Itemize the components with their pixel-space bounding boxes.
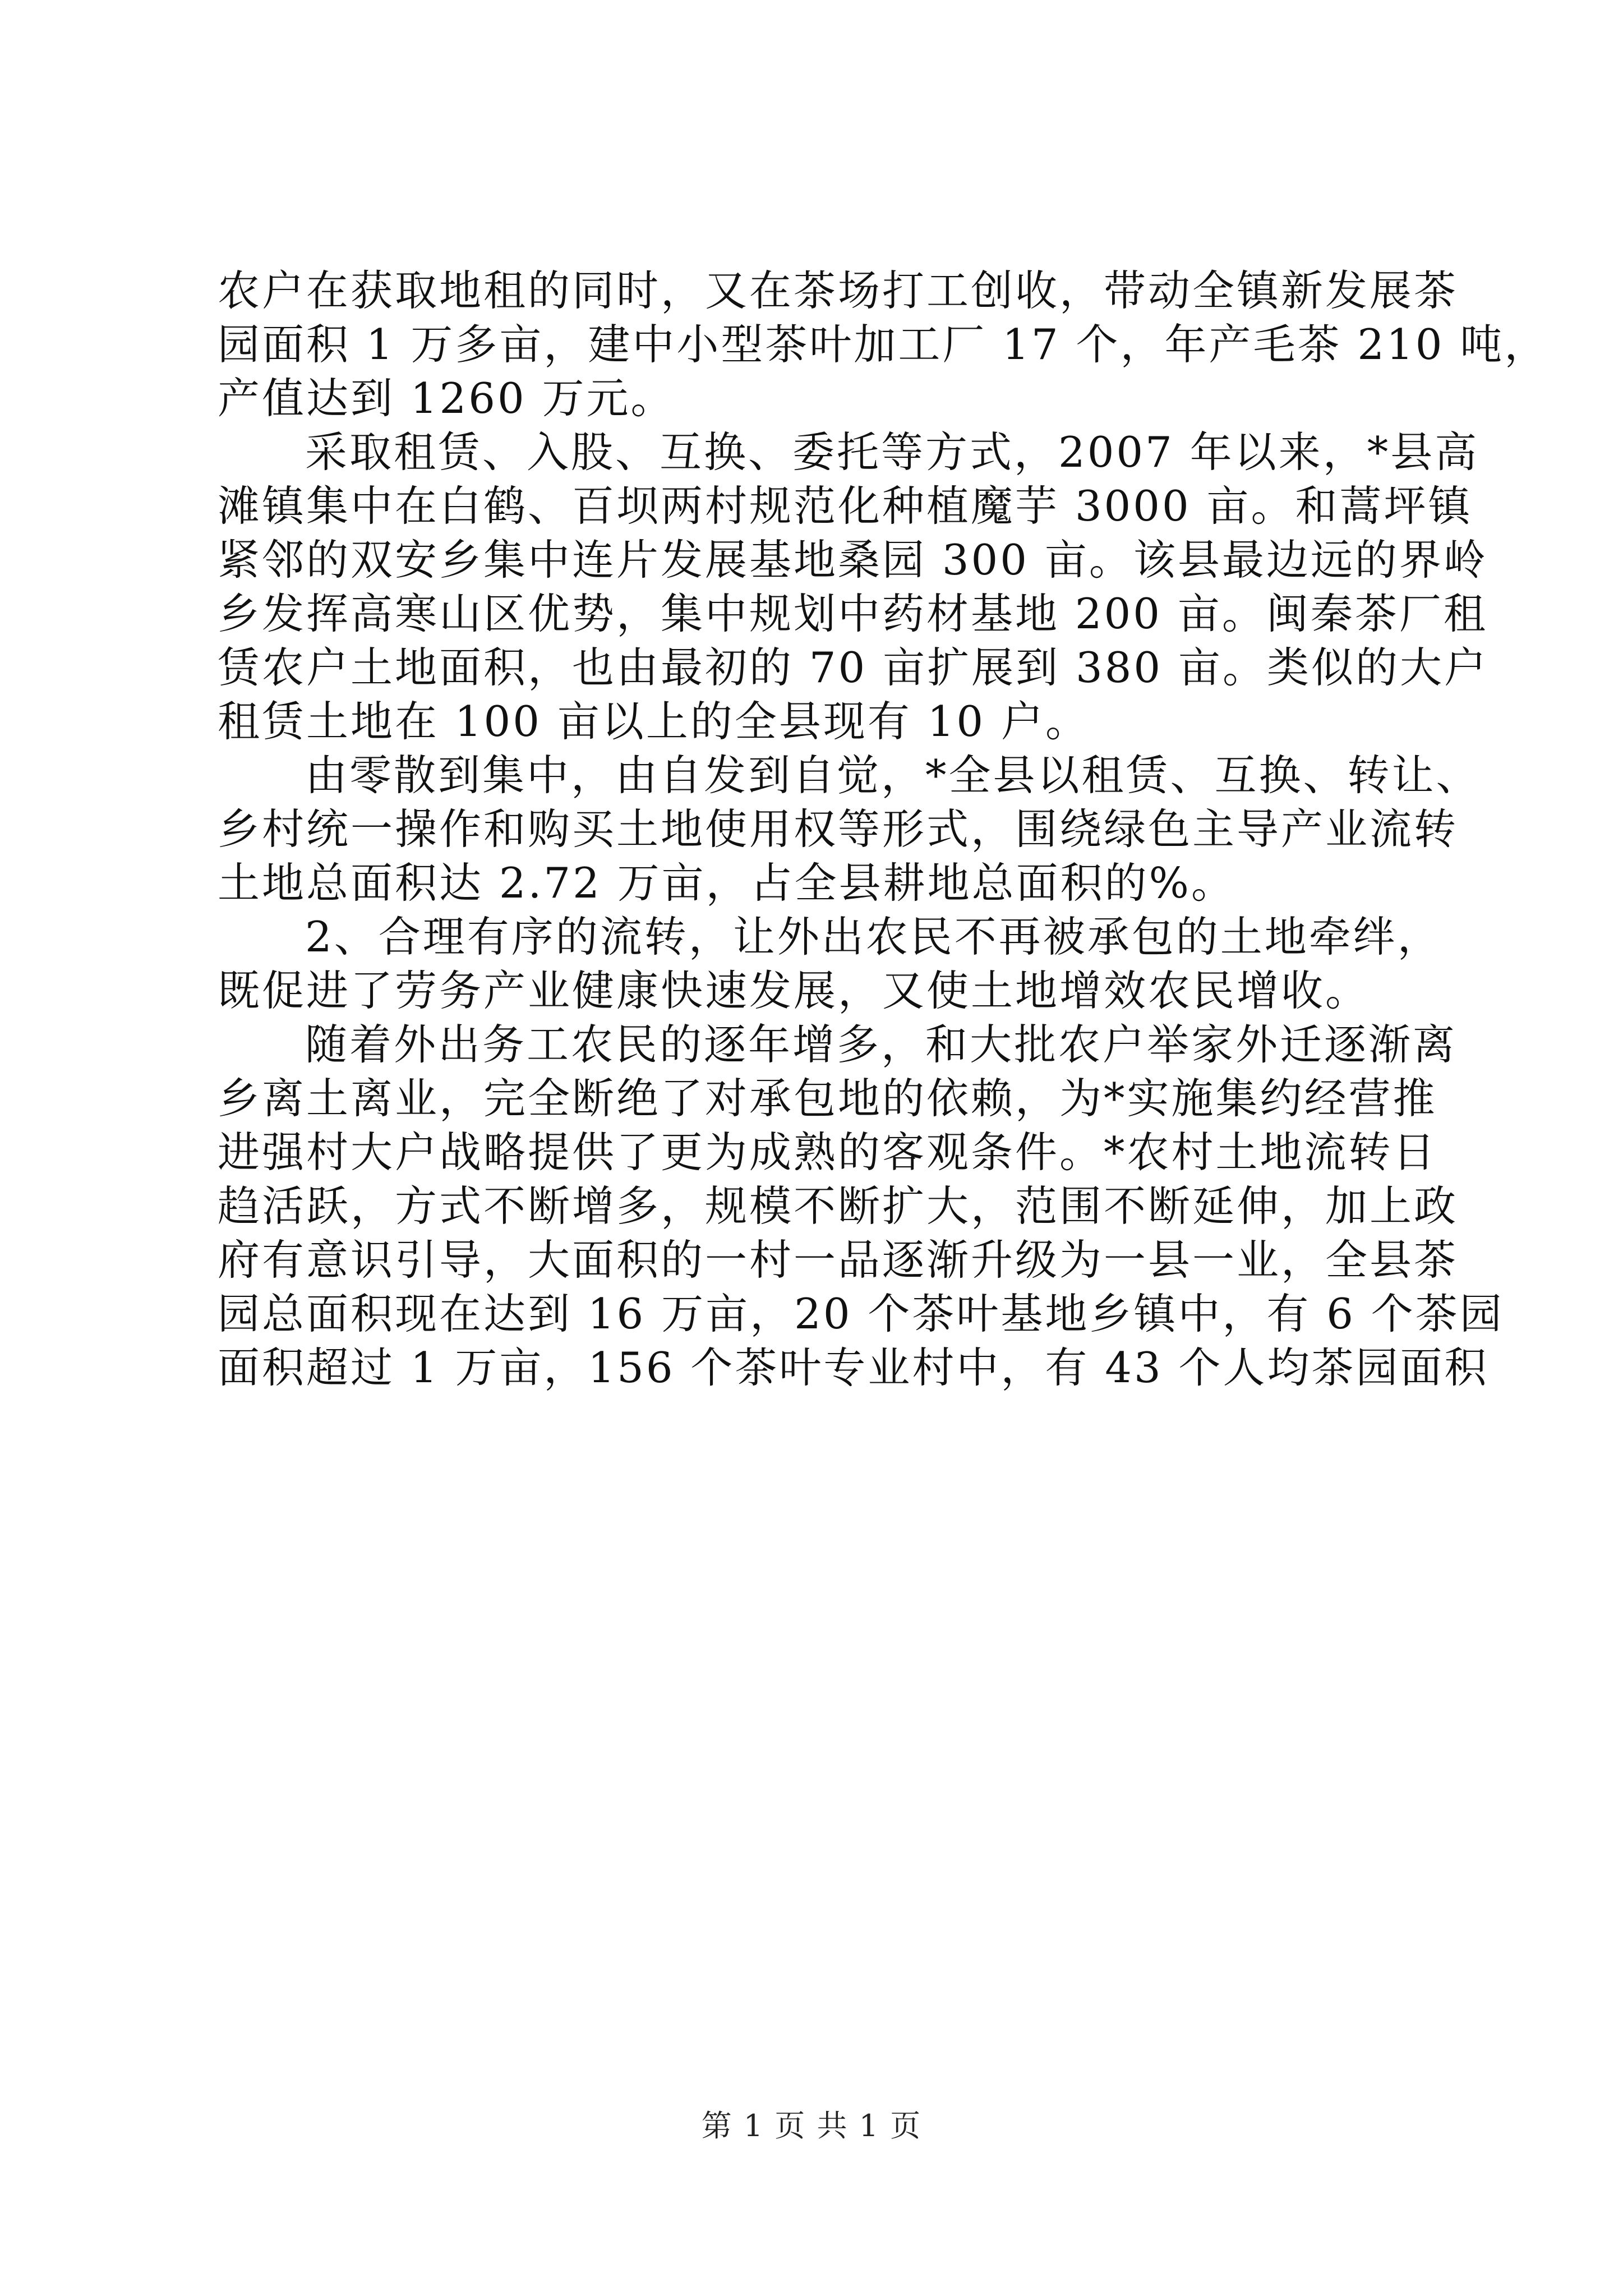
text-line: 面积超过 1 万亩，156 个茶叶专业村中，有 43 个人均茶园面积: [218, 1343, 1489, 1392]
text-line: 进强村大户战略提供了更为成熟的客观条件。*农村土地流转日: [218, 1128, 1437, 1177]
text-line: 滩镇集中在白鹤、百坝两村规范化种植魔芋 3000 亩。和蒿坪镇: [218, 481, 1473, 531]
paragraph-3: [218, 748, 1481, 910]
paragraph-1: [218, 264, 1549, 425]
text-line: 土地总面积达 2.72 万亩，占全县耕地总面积的%。: [218, 858, 1235, 908]
text-line: 府有意识引导，大面积的一村一品逐渐升级为一县一业，全县茶: [218, 1235, 1459, 1285]
text-line: 农户在获取地租的同时，又在茶场打工创收，带动全镇新发展茶: [218, 266, 1459, 315]
text-line: 园面积 1 万多亩，建中小型茶叶加工厂 17 个，年产毛茶 210 吨，: [218, 320, 1549, 369]
text-line: 既促进了劳务产业健康快速发展，又使土地增效农民增收。: [218, 966, 1370, 1015]
paragraph-4: [218, 910, 1442, 1018]
text-line: 产值达到 1260 万元。: [218, 374, 675, 423]
text-line: 乡发挥高寒山区优势，集中规划中药材基地 200 亩。闽秦茶厂租: [218, 589, 1488, 638]
page-footer: 第 1 页 共 1 页: [701, 2108, 922, 2143]
text-line: 乡村统一操作和购买土地使用权等形式，围绕绿色主导产业流转: [218, 804, 1459, 854]
text-line: 租赁土地在 100 亩以上的全县现有 10 户。: [218, 697, 1090, 746]
text-line: 赁农户土地面积，也由最初的 70 亩扩展到 380 亩。类似的大户: [218, 643, 1488, 692]
text-line: 园总面积现在达到 16 万亩，20 个茶叶基地乡镇中，有 6 个茶园: [218, 1289, 1504, 1338]
paragraph-5: [218, 1018, 1504, 1395]
document-body: [218, 264, 1549, 1395]
text-line: 由零散到集中，由自发到自觉，*全县以租赁、互换、转让、: [305, 751, 1481, 800]
text-line: 采取租赁、入股、互换、委托等方式，2007 年以来，*县高: [305, 427, 1479, 477]
text-line: 趋活跃，方式不断增多，规模不断扩大，范围不断延伸，加上政: [218, 1181, 1459, 1231]
paragraph-2: [218, 425, 1488, 748]
text-line: 随着外出务工农民的逐年增多，和大批农户举家外迁逐渐离: [305, 1020, 1458, 1069]
text-line: 乡离土离业，完全断绝了对承包地的依赖，为*实施集约经营推: [218, 1074, 1437, 1123]
text-line: 紧邻的双安乡集中连片发展基地桑园 300 亩。该县最边远的界岭: [218, 535, 1488, 585]
text-line: 2、合理有序的流转，让外出农民不再被承包的土地牵绊，: [305, 912, 1442, 961]
